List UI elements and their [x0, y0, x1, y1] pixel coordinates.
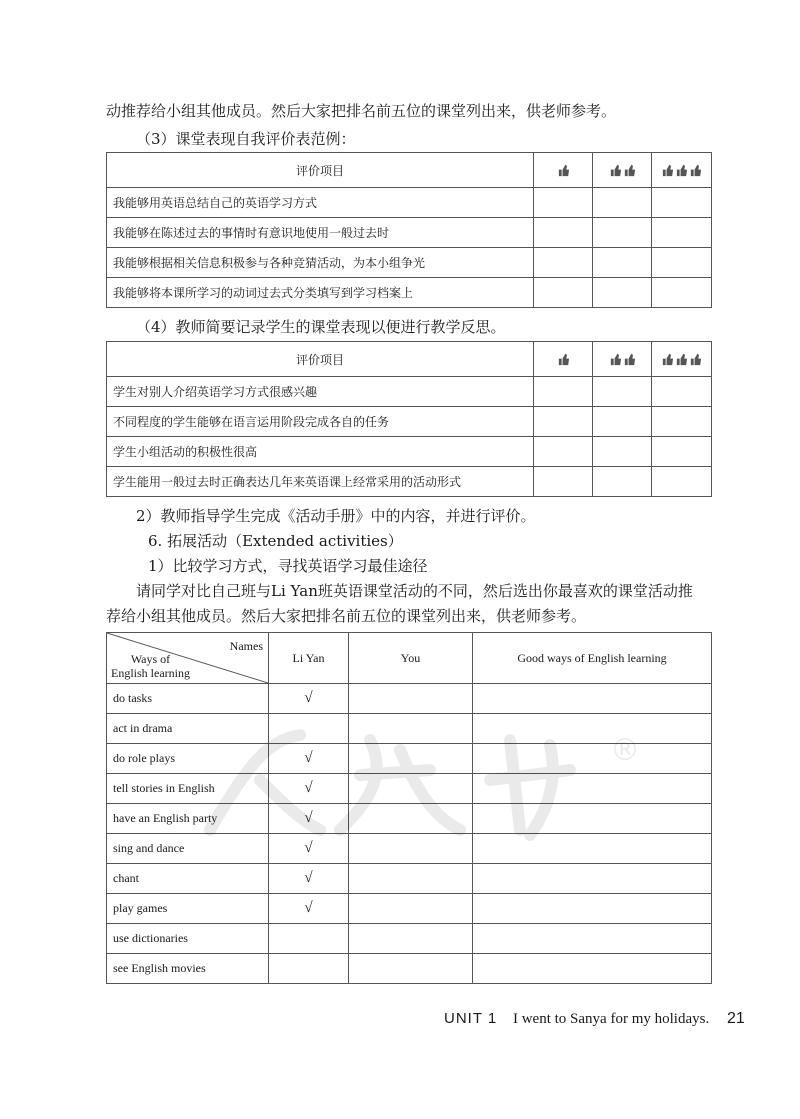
you-cell[interactable] — [349, 774, 473, 804]
table-row — [107, 804, 712, 834]
teacher-evaluation-table — [106, 341, 712, 497]
good-ways-cell[interactable] — [473, 954, 712, 984]
rating-cell[interactable] — [593, 278, 652, 308]
header-eval-item: 评价项目 — [107, 342, 534, 377]
rating-cell[interactable] — [534, 467, 593, 497]
header-you: You — [349, 633, 473, 684]
li-yan-check: √ — [269, 684, 349, 714]
rating-cell[interactable] — [652, 407, 712, 437]
rating-cell[interactable] — [534, 248, 593, 278]
li-yan-check: √ — [269, 894, 349, 924]
li-yan-check: √ — [269, 834, 349, 864]
rating-cell[interactable] — [652, 278, 712, 308]
you-cell[interactable] — [349, 954, 473, 984]
eval-item: 学生能用一般过去时正确表达几年来英语课上经常采用的活动形式 — [107, 467, 534, 497]
you-cell[interactable] — [349, 894, 473, 924]
header-three-thumbs — [652, 342, 712, 377]
thumbs-up-icon — [689, 164, 702, 177]
thumbs-up-icon — [609, 164, 622, 177]
corner-header — [107, 633, 269, 684]
you-cell[interactable] — [349, 864, 473, 894]
header-li-yan: Li Yan — [269, 633, 349, 684]
table-row — [107, 188, 712, 218]
good-ways-cell[interactable] — [473, 924, 712, 954]
table-header-row — [107, 342, 712, 377]
thumbs-up-icon — [675, 164, 688, 177]
you-cell[interactable] — [349, 924, 473, 954]
good-ways-cell[interactable] — [473, 774, 712, 804]
thumbs-up-icon — [661, 353, 674, 366]
rating-cell[interactable] — [593, 407, 652, 437]
rating-cell[interactable] — [652, 248, 712, 278]
way-label: sing and dance — [107, 834, 269, 864]
header-two-thumbs — [593, 153, 652, 188]
table-row — [107, 218, 712, 248]
rating-cell[interactable] — [652, 188, 712, 218]
way-label: act in drama — [107, 714, 269, 744]
good-ways-cell[interactable] — [473, 834, 712, 864]
rating-cell[interactable] — [534, 437, 593, 467]
rating-cell[interactable] — [652, 218, 712, 248]
eval-item: 学生小组活动的积极性很高 — [107, 437, 534, 467]
table-row — [107, 377, 712, 407]
footer-unit: UNIT 1 — [444, 1010, 498, 1027]
you-cell[interactable] — [349, 744, 473, 774]
rating-cell[interactable] — [534, 377, 593, 407]
rating-cell[interactable] — [652, 377, 712, 407]
table-row — [107, 894, 712, 924]
good-ways-cell[interactable] — [473, 744, 712, 774]
rating-cell[interactable] — [534, 218, 593, 248]
table-row — [107, 924, 712, 954]
header-one-thumb — [534, 153, 593, 188]
header-one-thumb — [534, 342, 593, 377]
li-yan-check — [269, 714, 349, 744]
eval-item: 我能够根据相关信息积极参与各种竞猜活动，为本小组争光 — [107, 248, 534, 278]
section-4-heading: （4）教师简要记录学生的课堂表现以便进行教学反思。 — [136, 318, 506, 336]
way-label: chant — [107, 864, 269, 894]
thumbs-up-icon — [675, 353, 688, 366]
you-cell[interactable] — [349, 804, 473, 834]
li-yan-check — [269, 954, 349, 984]
eval-item: 不同程度的学生能够在语言运用阶段完成各自的任务 — [107, 407, 534, 437]
table-row — [107, 714, 712, 744]
li-yan-check: √ — [269, 774, 349, 804]
ways-label-line: English learning — [111, 666, 190, 680]
way-label: have an English party — [107, 804, 269, 834]
table-row — [107, 437, 712, 467]
section-3-heading: （3）课堂表现自我评价表范例： — [136, 130, 356, 148]
way-label: tell stories in English — [107, 774, 269, 804]
eval-item: 我能够将本课所学习的动词过去式分类填写到学习档案上 — [107, 278, 534, 308]
good-ways-cell[interactable] — [473, 804, 712, 834]
rating-cell[interactable] — [534, 407, 593, 437]
self-evaluation-table — [106, 152, 712, 308]
table-row — [107, 407, 712, 437]
table-row — [107, 954, 712, 984]
way-label: do role plays — [107, 744, 269, 774]
rating-cell[interactable] — [593, 218, 652, 248]
eval-item: 我能够用英语总结自己的英语学习方式 — [107, 188, 534, 218]
table-row — [107, 684, 712, 714]
rating-cell[interactable] — [593, 437, 652, 467]
table-header-row — [107, 633, 712, 684]
li-yan-check: √ — [269, 864, 349, 894]
rating-cell[interactable] — [593, 188, 652, 218]
rating-cell[interactable] — [593, 248, 652, 278]
rating-cell[interactable] — [652, 467, 712, 497]
table-row — [107, 467, 712, 497]
table-row — [107, 278, 712, 308]
table-row — [107, 774, 712, 804]
table-row — [107, 744, 712, 774]
you-cell[interactable] — [349, 834, 473, 864]
thumbs-up-icon — [661, 164, 674, 177]
rating-cell[interactable] — [534, 278, 593, 308]
thumbs-up-icon — [623, 164, 636, 177]
header-good-ways: Good ways of English learning — [473, 633, 712, 684]
table-header-row — [107, 153, 712, 188]
table-row — [107, 248, 712, 278]
good-ways-cell[interactable] — [473, 714, 712, 744]
step-6-1-heading: 1）比较学习方式，寻找英语学习最佳途径 — [148, 557, 428, 575]
paragraph-line: 荐给小组其他成员。然后大家把排名前五位的课堂列出来，供老师参考。 — [106, 607, 587, 625]
good-ways-cell[interactable] — [473, 864, 712, 894]
thumbs-up-icon — [623, 353, 636, 366]
step-2-text: 2）教师指导学生完成《活动手册》中的内容，并进行评价。 — [136, 507, 536, 525]
thumbs-up-icon — [609, 353, 622, 366]
eval-item: 学生对别人介绍英语学习方式很感兴趣 — [107, 377, 534, 407]
paragraph-line: 请同学对比自己班与Li Yan班英语课堂活动的不同，然后选出你最喜欢的课堂活动推 — [136, 582, 693, 600]
way-label: do tasks — [107, 684, 269, 714]
names-label: Names — [229, 639, 263, 653]
li-yan-check: √ — [269, 804, 349, 834]
way-label: play games — [107, 894, 269, 924]
you-cell[interactable] — [349, 684, 473, 714]
header-two-thumbs — [593, 342, 652, 377]
thumbs-up-icon — [557, 353, 570, 366]
ways-label-line: Ways of — [130, 652, 171, 666]
you-cell[interactable] — [349, 714, 473, 744]
way-label: use dictionaries — [107, 924, 269, 954]
step-6-heading: 6. 拓展活动（Extended activities） — [148, 532, 403, 550]
good-ways-cell[interactable] — [473, 684, 712, 714]
thumbs-up-icon — [689, 353, 702, 366]
eval-item: 我能够在陈述过去的事情时有意识地使用一般过去时 — [107, 218, 534, 248]
page-footer — [444, 1010, 745, 1028]
paragraph-line: 动推荐给小组其他成员。然后大家把排名前五位的课堂列出来，供老师参考。 — [106, 102, 617, 120]
way-label: see English movies — [107, 954, 269, 984]
header-eval-item: 评价项目 — [107, 153, 534, 188]
good-ways-cell[interactable] — [473, 894, 712, 924]
rating-cell[interactable] — [593, 467, 652, 497]
footer-title: I went to Sanya for my holidays. — [512, 1011, 710, 1027]
header-three-thumbs — [652, 153, 712, 188]
li-yan-check: √ — [269, 744, 349, 774]
rating-cell[interactable] — [534, 188, 593, 218]
registered-mark: ® — [610, 733, 640, 768]
table-row — [107, 834, 712, 864]
page-number: 21 — [726, 1010, 745, 1027]
thumbs-up-icon — [557, 164, 570, 177]
li-yan-check — [269, 924, 349, 954]
rating-cell[interactable] — [593, 377, 652, 407]
table-row — [107, 864, 712, 894]
rating-cell[interactable] — [652, 437, 712, 467]
ways-of-learning-table — [106, 632, 712, 984]
